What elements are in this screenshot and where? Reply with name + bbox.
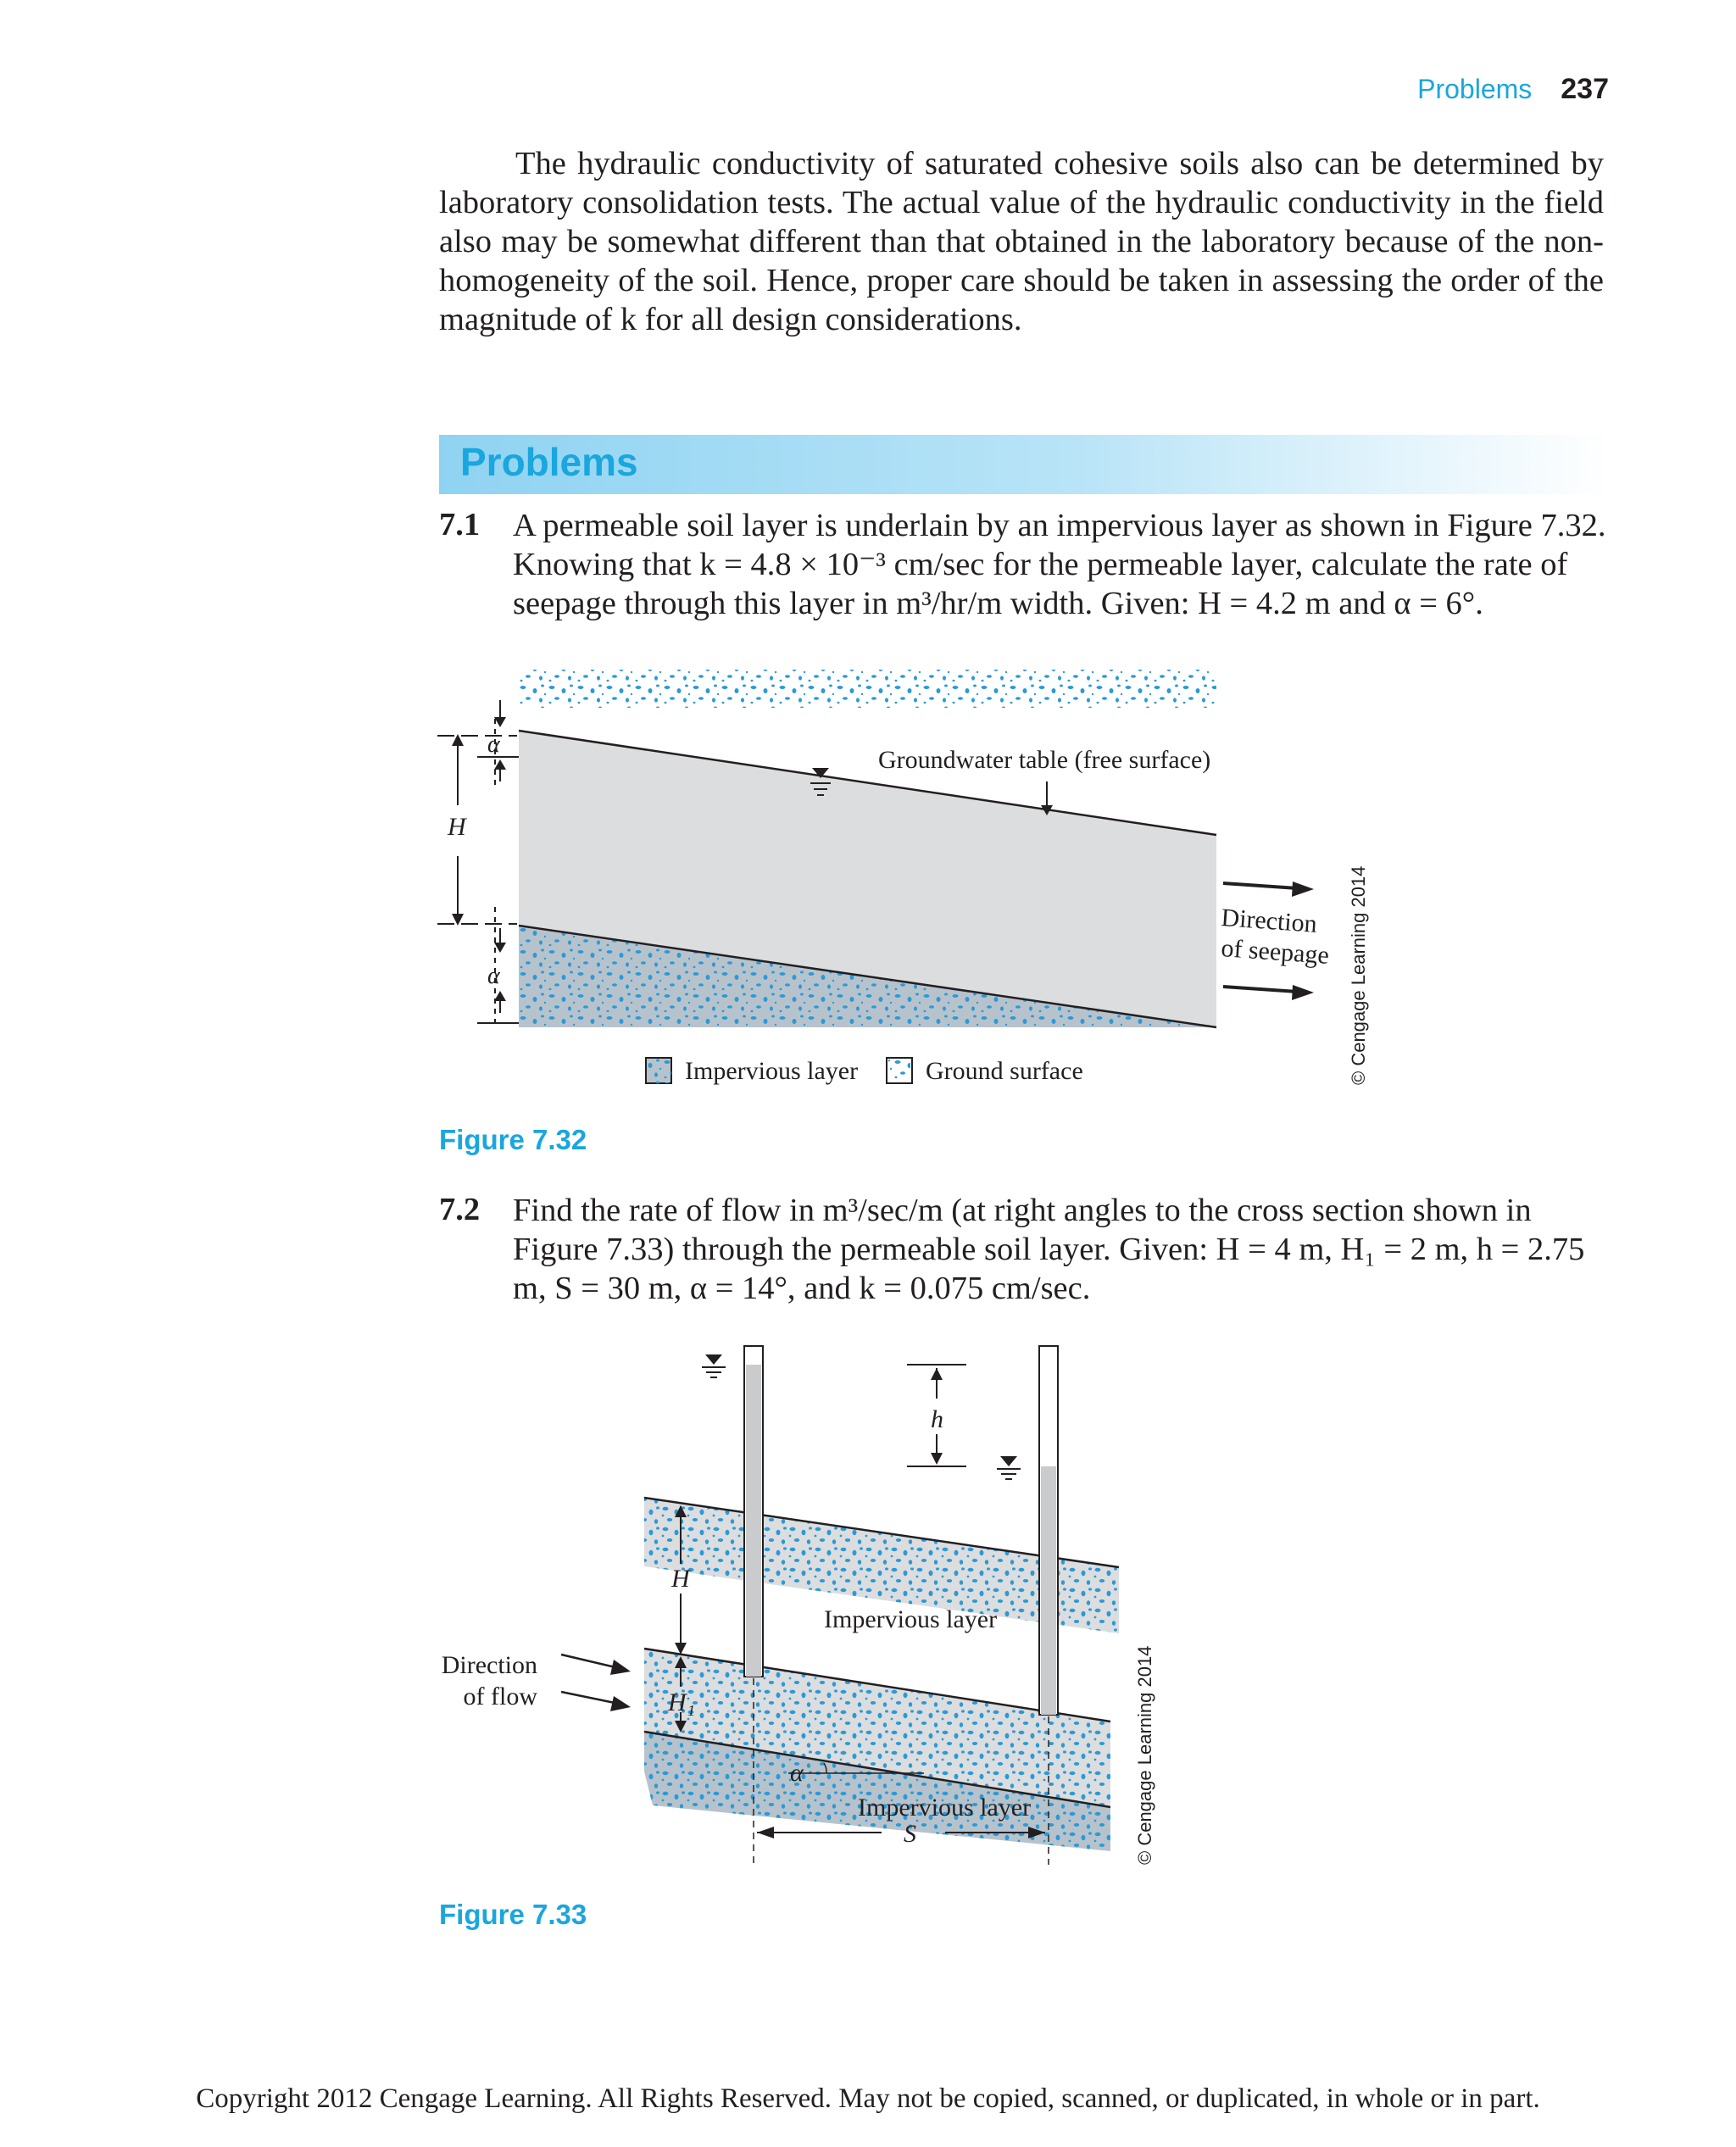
direction-label-2: of seepage <box>1220 934 1330 970</box>
impervious-label-bottom: Impervious layer <box>858 1794 1032 1822</box>
figure-7-33-caption: Figure 7.33 <box>439 1899 587 1930</box>
groundwater-label: Groundwater table (free surface) <box>878 746 1211 774</box>
figure-7-33 <box>0 1331 1736 1873</box>
h-label-733: h <box>931 1405 943 1433</box>
figure-7-32 <box>0 653 1736 1110</box>
water-level-symbol-left <box>702 1354 726 1377</box>
S-label-733: S <box>904 1820 916 1848</box>
piezometer-left <box>744 1346 763 1677</box>
alpha-label-top: α <box>487 731 500 758</box>
H-label-733: H <box>671 1565 690 1593</box>
ground-surface-band <box>517 670 1216 708</box>
problem-7-2-number: 7.2 <box>439 1192 481 1227</box>
running-head-section: Problems <box>1417 74 1533 104</box>
alpha-label-bottom: α <box>487 963 500 989</box>
h-dimension <box>437 719 519 1027</box>
figure-7-33-credit: © Cengage Learning 2014 <box>1134 1645 1155 1865</box>
legend-ground-label: Ground surface <box>926 1057 1083 1085</box>
alpha-label-733: α <box>790 1759 804 1787</box>
problem-7-1-number: 7.1 <box>439 507 481 542</box>
H1-label-733: H₁ <box>668 1688 696 1716</box>
running-head <box>1417 73 1609 106</box>
flow-label-1: Direction <box>441 1651 537 1679</box>
water-level-symbol-right <box>997 1456 1021 1479</box>
problem-7-1-text: A permeable soil layer is underlain by an impervious layer as shown in Figure 7.32. Knowing that k = 4.8 × 10⁻³ cm/sec for the permeable layer, calculate the rate of seepage through this layer in m³/hr/m width. Given: H = 4.2 m and α = 6°. <box>513 508 1606 621</box>
figure-7-32-credit: © Cengage Learning 2014 <box>1348 865 1369 1085</box>
page-number: 237 <box>1561 73 1609 105</box>
problem-7-2-text: Find the rate of flow in m³/sec/m (at right angles to the cross section shown in Figure 7.33) through the permeable soil layer. Given: H = 4 m, H₁ = 2 m, h = 2.75 m, S = 30 m, α = 14°, and k = 0.075 cm/sec. <box>513 1193 1585 1306</box>
problems-heading: Problems <box>460 440 638 484</box>
copyright-footer: Copyright 2012 Cengage Learning. All Rights Reserved. May not be copied, scanned, or duplicated, in whole or in part. <box>196 2083 1540 2114</box>
flow-label-2: of flow <box>463 1683 537 1710</box>
direction-label-1: Direction <box>1220 904 1318 938</box>
body-paragraph: The hydraulic conductivity of saturated cohesive soils also can be determined by laboratory consolidation tests. The actual value of the hydraulic conductivity in the field also may be somewhat different than that obtained in the laboratory because of the non-homogeneity of the soil. Hence, proper care should be taken in assessing the order of the magnitude of k for all design considerations. <box>439 146 1604 337</box>
legend-impervious-label: Impervious layer <box>685 1057 859 1085</box>
piezometer-right <box>1039 1346 1058 1715</box>
h-label: H <box>448 813 466 841</box>
flow-direction-arrows <box>561 1655 631 1711</box>
figure-7-32-caption: Figure 7.32 <box>439 1124 587 1155</box>
impervious-label-top: Impervious layer <box>824 1605 998 1633</box>
